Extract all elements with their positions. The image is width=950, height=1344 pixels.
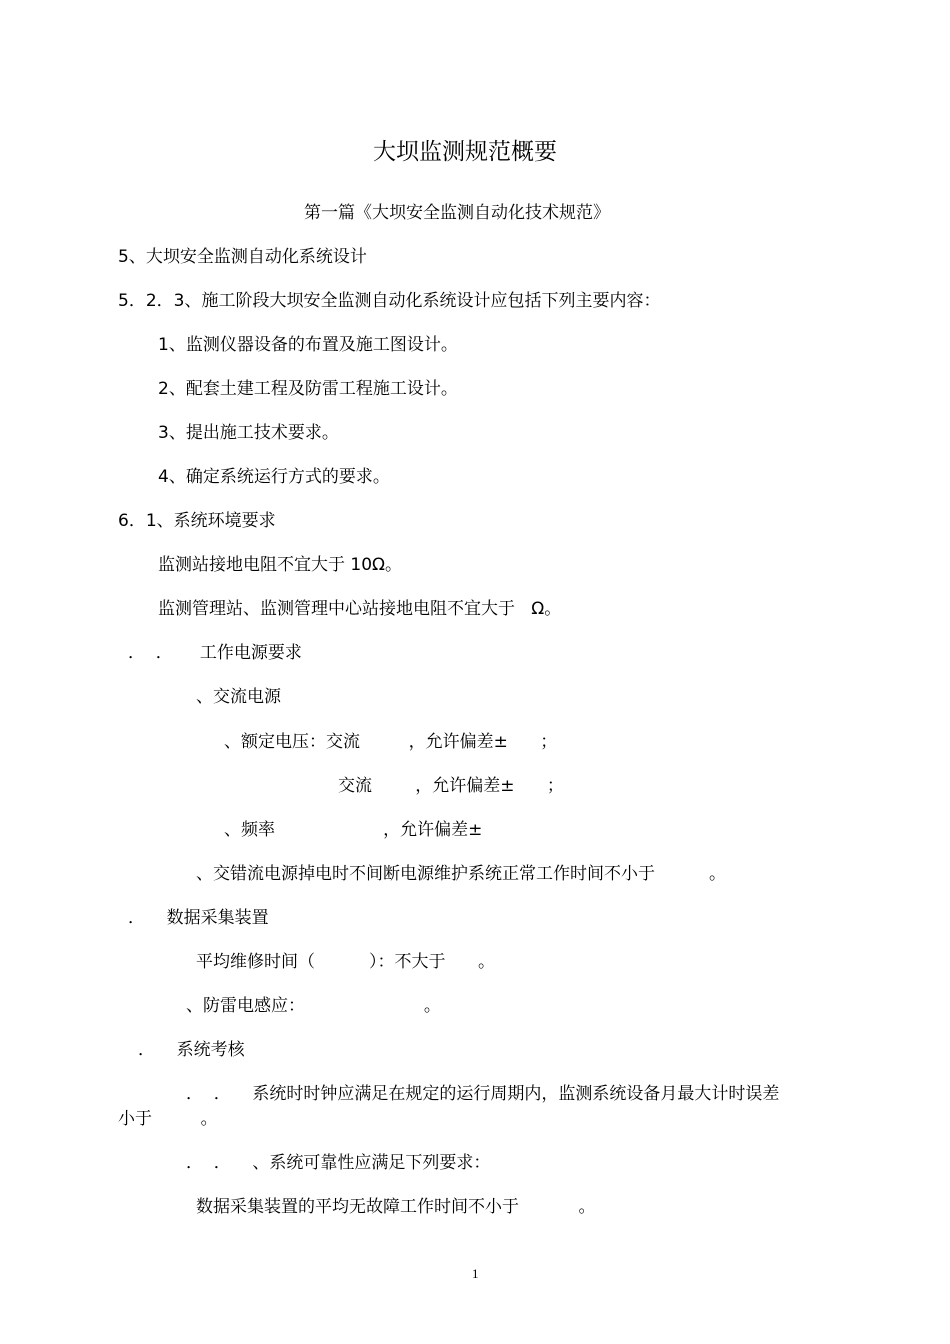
paragraph-continuation: 小于 。 — [118, 1109, 218, 1129]
section-heading: ． 系统考核 — [138, 1040, 245, 1060]
paragraph: 、额定电压：交流 ，允许偏差± ； — [224, 732, 558, 752]
paragraph: 监测站接地电阻不宜大于 10Ω。 — [158, 555, 403, 575]
section-heading: ． 数据采集装置 — [128, 908, 269, 928]
clause-heading: 5．2．3、施工阶段大坝安全监测自动化系统设计应包括下列主要内容： — [118, 291, 661, 311]
paragraph: 、交错流电源掉电时不间断电源维护系统正常工作时间不小于 。 — [196, 864, 727, 884]
sub-heading: 、交流电源 — [196, 687, 281, 707]
list-item: 4、确定系统运行方式的要求。 — [158, 467, 390, 487]
list-item: 1、监测仪器设备的布置及施工图设计。 — [158, 335, 458, 355]
paragraph: 平均维修时间（ ）：不大于 。 — [196, 952, 495, 972]
paragraph: ． ． 系统时时钟应满足在规定的运行周期内，监测系统设备月最大计时误差 — [186, 1084, 780, 1104]
section-heading: 6．1、系统环境要求 — [118, 511, 276, 531]
document-title: 大坝监测规范概要 — [373, 139, 557, 165]
section-heading: 5、大坝安全监测自动化系统设计 — [118, 247, 367, 267]
paragraph: 、频率 ，允许偏差± — [224, 820, 483, 840]
page-number: 1 — [472, 1266, 479, 1281]
paragraph: 数据采集装置的平均无故障工作时间不小于 。 — [196, 1197, 596, 1217]
paragraph: 、防雷电感应： 。 — [186, 996, 441, 1016]
paragraph: 交流 ，允许偏差± ； — [338, 776, 564, 796]
list-item: 2、配套土建工程及防雷工程施工设计。 — [158, 379, 458, 399]
list-item: 3、提出施工技术要求。 — [158, 423, 339, 443]
document-subtitle: 第一篇《大坝安全监测自动化技术规范》 — [304, 203, 610, 223]
paragraph: ． ． 、系统可靠性应满足下列要求： — [186, 1153, 491, 1173]
section-heading: ． ． 工作电源要求 — [128, 643, 302, 663]
paragraph: 监测管理站、监测管理中心站接地电阻不宜大于 Ω。 — [158, 599, 562, 619]
